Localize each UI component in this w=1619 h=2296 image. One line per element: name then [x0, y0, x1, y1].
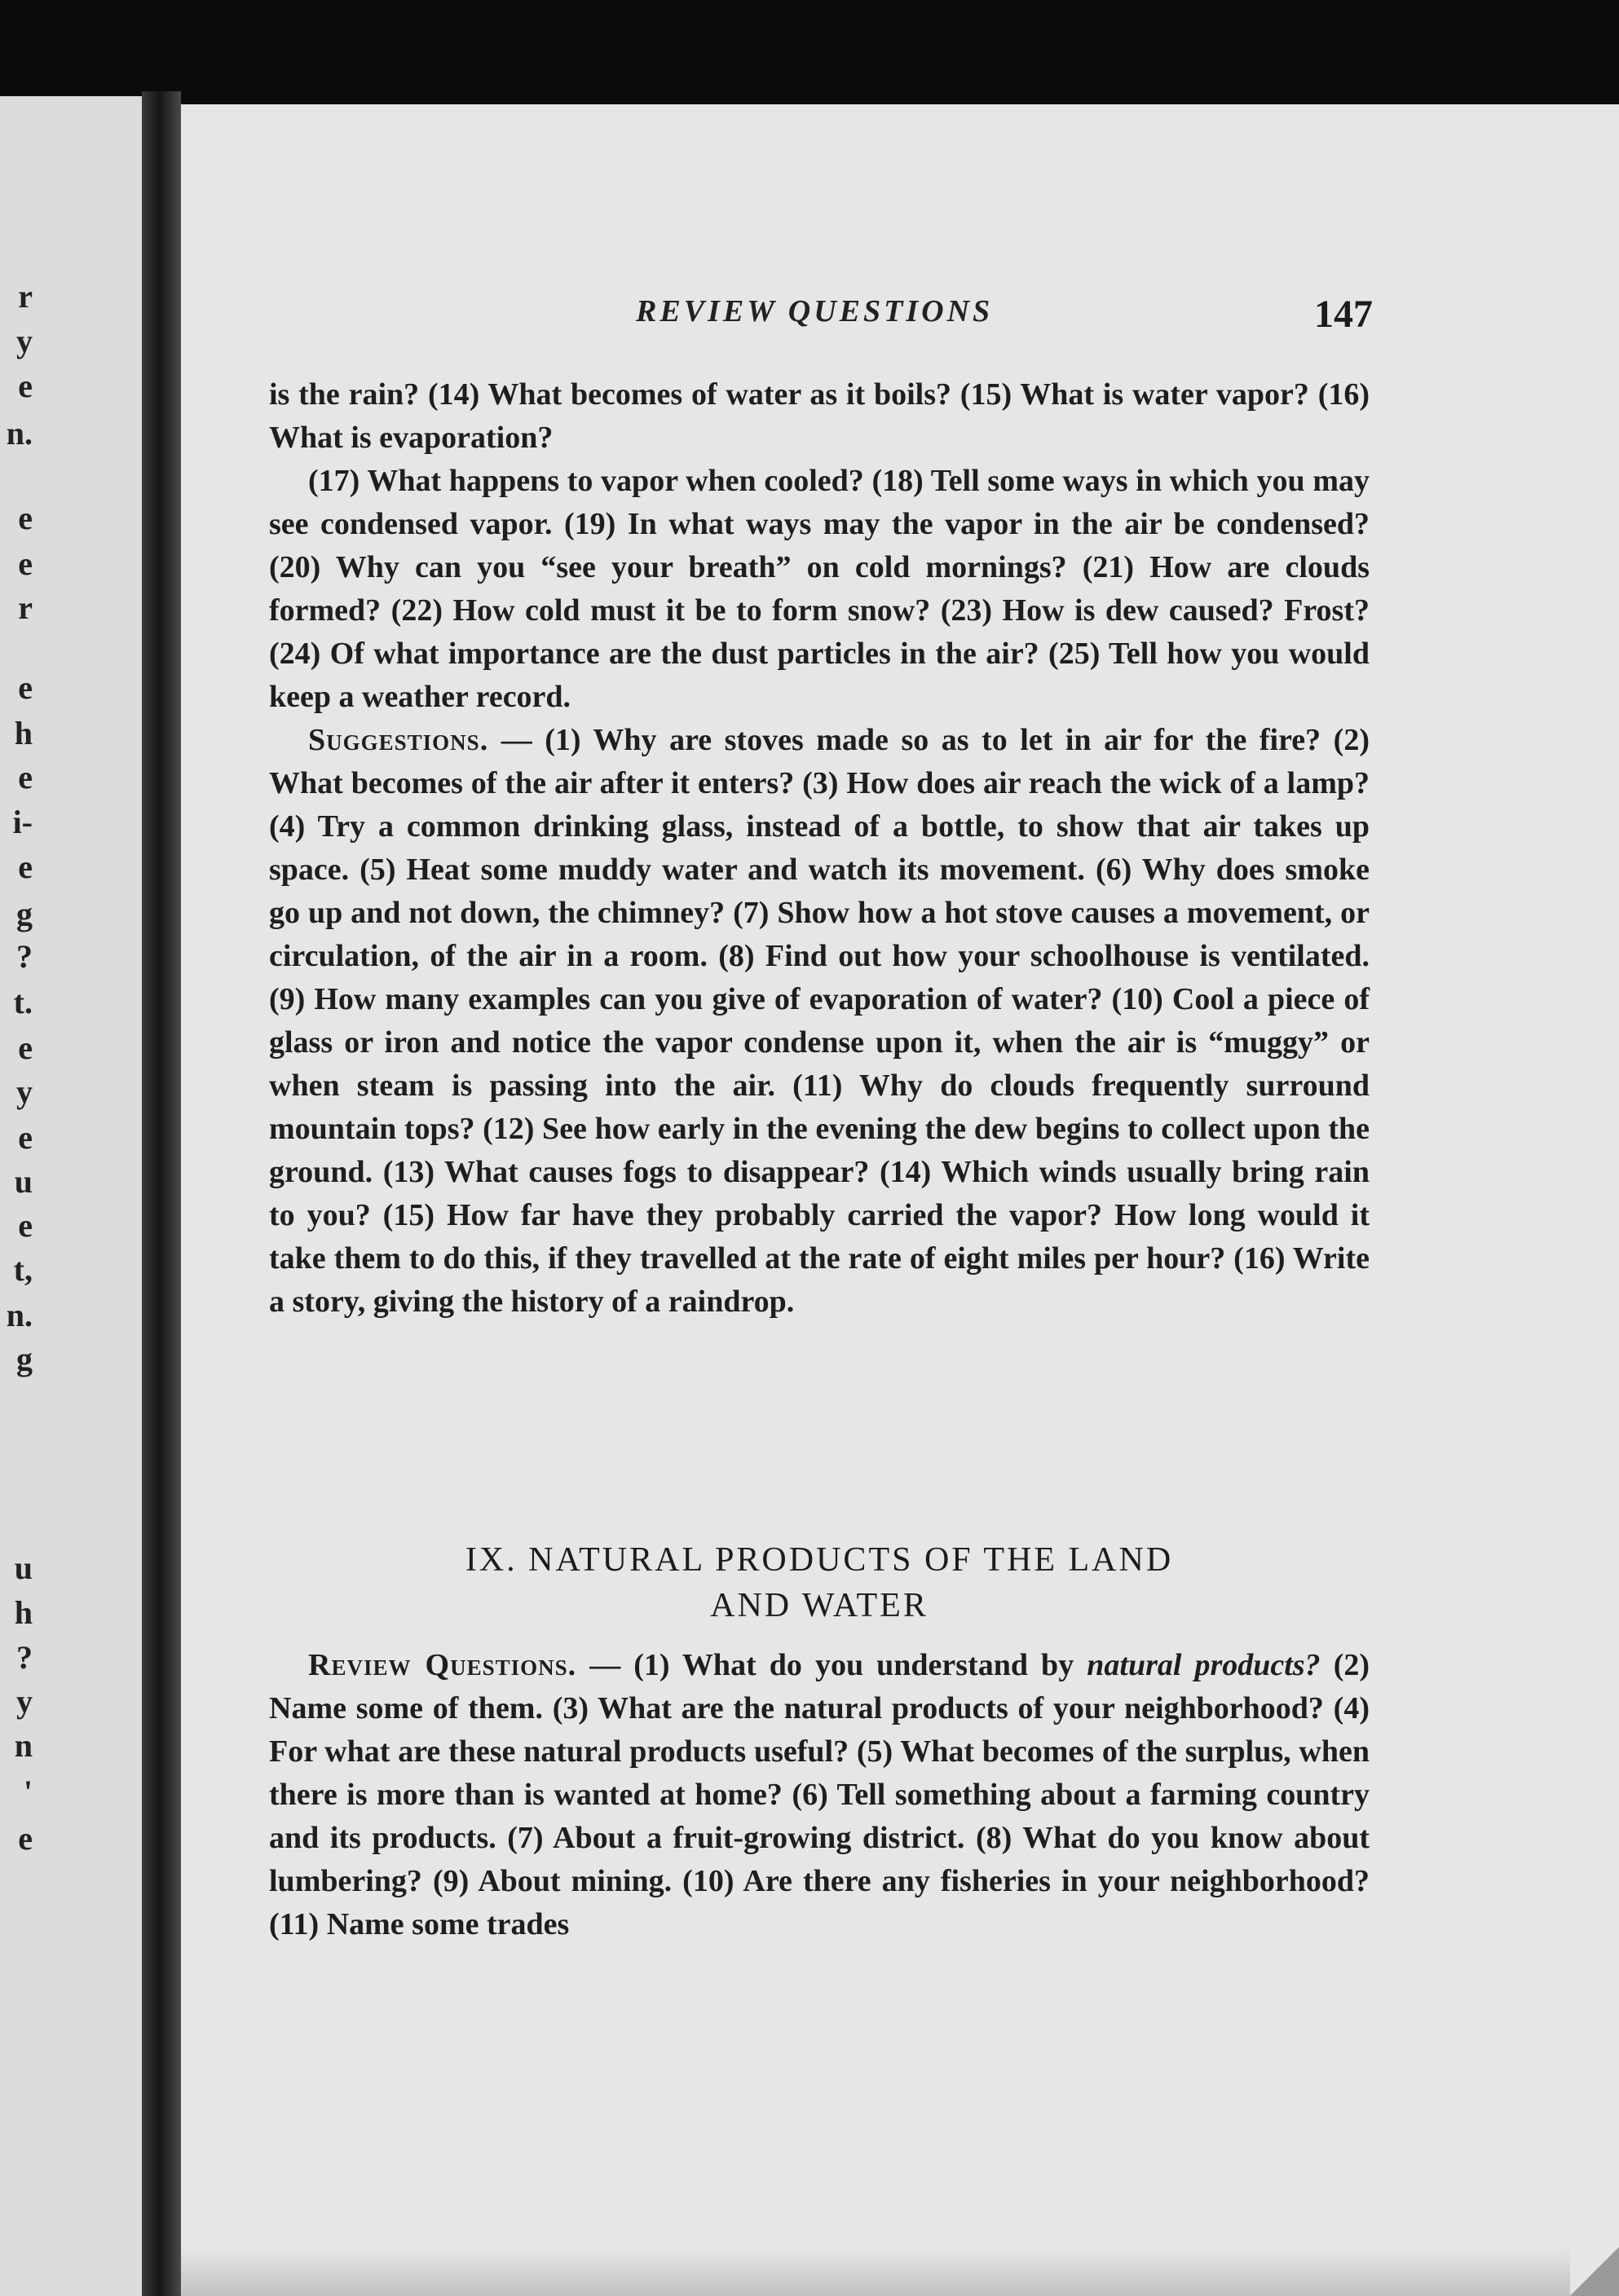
left-page-fragment: h [14, 715, 33, 751]
left-page-fragment: g [16, 896, 33, 932]
paragraph: (17) What happens to vapor when cooled? (18) Tell some ways in which you may see condensed vapor. (19) In what ways may the vapor in the air be condensed? (20) Why can you “see your breath” on cold mornings? (21) How are clouds formed? (22) How cold must it be to form snow? (23) How is dew caused? Frost? (24) Of what importance are the dust particles in the air? (25) Tell how you would keep a weather record. [269, 464, 1370, 714]
left-page-edge [0, 96, 163, 2296]
left-page-fragment: u [14, 1549, 33, 1586]
review-questions-label: Review Questions. [308, 1648, 577, 1682]
left-page-fragment: r [18, 278, 33, 315]
left-page-fragment: n. [6, 1297, 33, 1333]
left-page-fragment: r [18, 589, 33, 626]
left-page-fragment: g [16, 1341, 33, 1377]
review-questions-continued [269, 373, 1370, 1324]
chapter-heading-line-2: AND WATER [710, 1587, 929, 1624]
left-page-fragment: h [14, 1594, 33, 1631]
left-page-fragment: e [18, 1207, 33, 1244]
chapter-heading-line-1: IX. NATURAL PRODUCTS OF THE LAND [465, 1541, 1174, 1579]
chapter-heading [269, 1537, 1370, 1628]
paragraph: is the rain? (14) What becomes of water as it boils? (15) What is water vapor? (16) What is evaporation? [269, 377, 1370, 455]
left-page-fragment: e [18, 1119, 33, 1156]
left-page-fragment: y [16, 1073, 33, 1110]
page-number: 147 [1314, 293, 1373, 336]
left-page-fragment: i- [12, 804, 33, 840]
left-page-fragment: t, [13, 1251, 33, 1288]
left-page-fragment: u [14, 1163, 33, 1200]
review-paragraph [269, 1644, 1370, 1946]
left-page-fragment: ? [16, 938, 33, 975]
review-text: (2) Name some of them. (3) What are the natural products of your neighborhood? (4) For what are these natural products useful? (5) What becomes of the surplus, when there is more than is wanted at home? (6) Tell something about a farming country and its products. (7) About a fruit-growing district. (8) What do you know about lumbering? (9) About mining. (10) Are there any fisheries in your neighborhood? (11) Name some trades [269, 1648, 1370, 1941]
left-page-fragment: e [18, 669, 33, 706]
left-page-fragment: e [18, 1820, 33, 1857]
left-page-fragment: e [18, 545, 33, 582]
left-page-fragment: y [16, 323, 33, 359]
page-bottom-shadow [181, 2247, 1619, 2296]
running-title: REVIEW QUESTIONS [636, 294, 994, 328]
suggestions-text: — (1) Why are stoves made so as to let in air for the fire? (2) What becomes of the air after it enters? (3) How does air reach the wick of a lamp? (4) Try a common drinking glass, instead of a bottle, to show that air takes up space. (5) Heat some muddy water and watch its movement. (6) Why does smoke go up and not down, the chimney? (7) Show how a hot stove causes a movement, or circulation, of the air in a room. (8) Find out how your schoolhouse is ventilated. (9) How many examples can you give of evaporation of water? (10) Cool a piece of glass or iron and notice the vapor condense upon it, when the air is “muggy” or when steam is passing into the air. (11) Why do clouds frequently surround mountain tops? (12) See how early in the evening the dew begins to collect upon the ground. (13) What causes fogs to disappear? (14) Which winds usually bring rain to you? (15) How far have they probably carried the vapor? How long would it take them to do this, if they travelled at the rate of eight miles per hour? (16) Write a story, giving the history of a raindrop. [269, 723, 1370, 1319]
book-gutter [142, 91, 181, 2296]
page-curl-corner [1570, 2247, 1619, 2296]
left-page-fragment: e [18, 368, 33, 404]
left-page-fragment: e [18, 759, 33, 795]
left-page-fragment: ? [16, 1639, 33, 1676]
review-questions-natural-products [269, 1644, 1370, 1946]
left-page-fragment: t. [13, 984, 33, 1020]
left-page-fragment: y [16, 1683, 33, 1720]
review-italic: natural products? [1087, 1648, 1321, 1682]
suggestions-paragraph [269, 719, 1370, 1324]
review-intro: — (1) What do you understand by [576, 1648, 1087, 1682]
suggestions-label: Suggestions. [308, 723, 489, 757]
left-page-fragment: ' [23, 1774, 33, 1810]
left-page-fragment: n [14, 1727, 33, 1764]
left-page-fragment: n. [6, 415, 33, 452]
left-page-fragment: e [18, 500, 33, 536]
left-page-fragment: e [18, 1029, 33, 1066]
left-page-fragment: e [18, 848, 33, 885]
